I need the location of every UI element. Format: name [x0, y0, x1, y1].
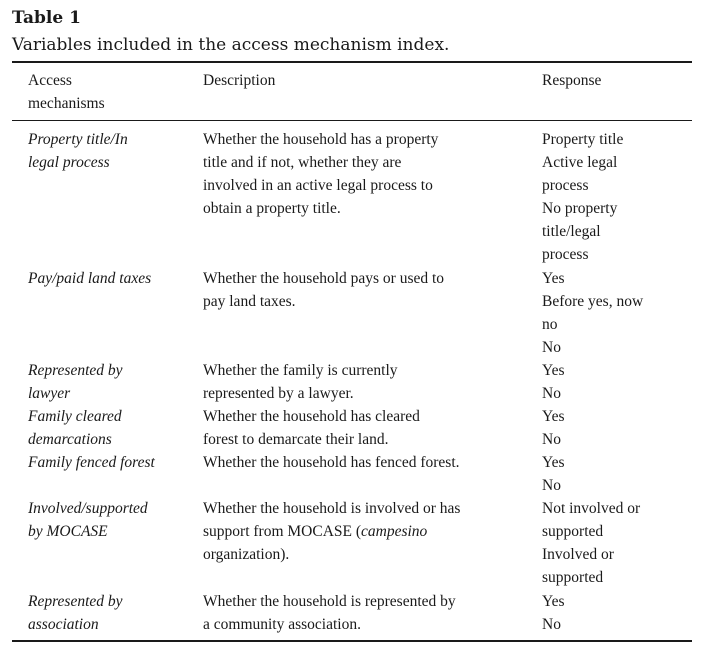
response-line: Yes — [542, 270, 565, 287]
mechanism-line: Represented by — [28, 593, 123, 610]
row3-response — [542, 359, 702, 405]
response-line: supported — [542, 569, 604, 587]
mechanism-line: Property title/In — [28, 131, 128, 148]
response-line: No — [542, 385, 561, 403]
response-line: Yes — [542, 408, 565, 425]
description-line — [203, 520, 523, 543]
description-line: represented by a lawyer. — [203, 385, 354, 403]
response-line: title/legal — [542, 223, 601, 241]
response-line: supported — [542, 523, 604, 541]
response-line: Property title — [542, 131, 624, 148]
response-line: Yes — [542, 454, 565, 471]
description-fragment: support from MOCASE ( — [203, 523, 362, 541]
row2-mechanism — [28, 267, 209, 290]
table-caption: Variables included in the access mechanism index. — [12, 35, 450, 55]
response-line: Yes — [542, 362, 565, 379]
description-line: organization). — [203, 546, 290, 564]
header-description-text: Description — [203, 72, 276, 89]
description-line: Whether the household is involved or has — [203, 500, 461, 517]
table-label: Table 1 — [12, 8, 81, 28]
response-line: No — [542, 339, 561, 357]
mechanism-line: Represented by — [28, 362, 123, 379]
row6-response — [542, 497, 702, 589]
description-line: Whether the household has fenced forest. — [203, 454, 460, 471]
response-line: process — [542, 246, 589, 264]
mechanism-line: association — [28, 616, 99, 634]
header-response-text: Response — [542, 72, 602, 89]
response-line: Not involved or — [542, 500, 641, 517]
row1-response — [542, 128, 702, 267]
response-line: No — [542, 431, 561, 449]
mechanism-line: demarcations — [28, 431, 112, 449]
row1-mechanism — [28, 128, 209, 174]
description-line: Whether the family is currently — [203, 362, 398, 379]
response-line: process — [542, 177, 589, 195]
description-line: pay land taxes. — [203, 293, 296, 311]
response-line: Before yes, now — [542, 293, 644, 311]
row3-mechanism — [28, 359, 209, 405]
description-line: Whether the household has a property — [203, 131, 439, 148]
response-line: Involved or — [542, 546, 614, 564]
row1-description — [203, 128, 523, 220]
row7-mechanism — [28, 590, 209, 636]
response-line: Active legal — [542, 154, 618, 172]
description-line: Whether the household is represented by — [203, 593, 456, 610]
row4-mechanism — [28, 405, 209, 451]
response-line: no — [542, 316, 558, 334]
bottom-rule — [12, 640, 692, 642]
description-line: involved in an active legal process to — [203, 177, 433, 195]
row7-response — [542, 590, 702, 636]
mechanism-line: legal process — [28, 154, 110, 172]
row5-response — [542, 451, 702, 497]
description-line: obtain a property title. — [203, 200, 341, 218]
header-mechanisms-line: Access — [28, 72, 72, 89]
row6-description — [203, 497, 523, 566]
description-line: Whether the household has cleared — [203, 408, 420, 425]
row5-description — [203, 451, 523, 474]
response-line: No property — [542, 200, 618, 218]
mechanism-line: lawyer — [28, 385, 71, 403]
description-line: title and if not, whether they are — [203, 154, 402, 172]
description-line: Whether the household pays or used to — [203, 270, 445, 287]
response-line: No — [542, 616, 561, 634]
header-mechanisms — [28, 69, 193, 115]
mechanism-line: Pay/paid land taxes — [28, 270, 152, 287]
row5-mechanism — [28, 451, 209, 474]
row6-mechanism — [28, 497, 209, 543]
mechanism-line: by MOCASE — [28, 523, 108, 541]
top-rule — [12, 61, 692, 63]
response-line: No — [542, 477, 561, 495]
description-italic-term: campesino — [361, 523, 428, 541]
row2-response — [542, 267, 702, 359]
row7-description — [203, 590, 523, 636]
mechanism-line: Family cleared — [28, 408, 122, 425]
header-mechanisms-line: mechanisms — [28, 95, 105, 113]
header-rule — [12, 120, 692, 121]
description-line: forest to demarcate their land. — [203, 431, 389, 449]
row4-response — [542, 405, 702, 451]
mechanism-line: Family fenced forest — [28, 454, 155, 471]
header-description — [203, 69, 523, 92]
mechanism-line: Involved/supported — [28, 500, 148, 517]
description-line: a community association. — [203, 616, 361, 634]
response-line: Yes — [542, 593, 565, 610]
row2-description — [203, 267, 523, 313]
row4-description — [203, 405, 523, 451]
header-response — [542, 69, 702, 92]
row3-description — [203, 359, 523, 405]
